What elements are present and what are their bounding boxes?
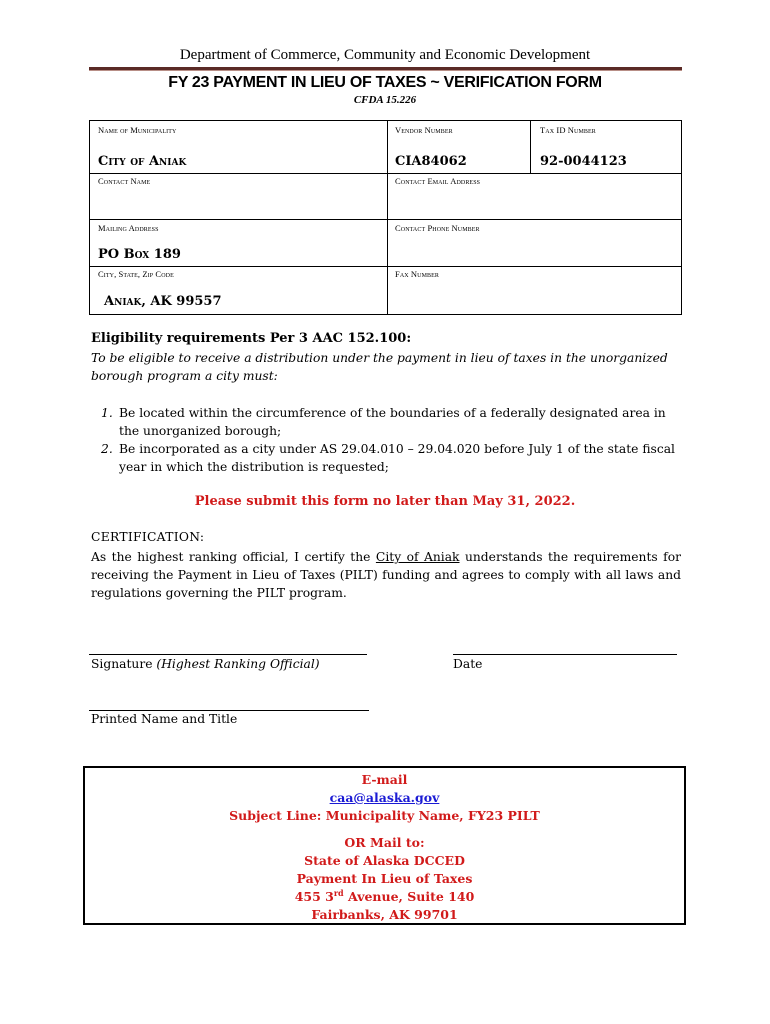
header-rule-light [89, 70, 682, 71]
city-state-zip-label: City, State, Zip Code [98, 269, 174, 279]
table-divider [530, 121, 531, 173]
date-label: Date [453, 657, 483, 671]
eligibility-list [91, 404, 681, 476]
list-item-number: 2. [101, 442, 113, 456]
city-state-zip-field[interactable]: Aniak, AK 99557 [104, 294, 222, 309]
certification-heading: CERTIFICATION: [91, 530, 205, 544]
vendor-label: Vendor Number [395, 125, 453, 135]
vendor-field[interactable]: CIA84062 [395, 154, 467, 169]
email-line [85, 789, 684, 807]
list-item [91, 404, 681, 440]
email-heading: E-mail [361, 772, 408, 787]
contact-email-label: Contact Email Address [395, 176, 481, 186]
eligibility-heading: Eligibility requirements Per 3 AAC 152.100: [91, 331, 412, 346]
mail-city: Fairbanks, AK 99701 [311, 907, 458, 922]
certification-city: City of Aniak [375, 550, 460, 564]
street-suffix: rd [333, 887, 344, 898]
list-item-text: Be located within the circumference of the boundaries of a federally designated area in the unorganized borough; [119, 406, 666, 438]
or-mail-heading: OR Mail to: [344, 835, 425, 850]
municipality-field[interactable]: City of Aniak [98, 154, 187, 169]
info-table [89, 120, 682, 315]
certification-text-end: understands the requirements for receiving the Payment in Lieu of Taxes (PILT) funding and agrees to comply with all laws and regulations governing the PILT program. [91, 550, 681, 600]
signature-label-text: Signature [91, 657, 157, 671]
list-item-text: Be incorporated as a city under AS 29.04.010 – 29.04.020 before July 1 of the state fiscal year in which the distribution is requested; [119, 442, 675, 474]
email-link[interactable]: caa@alaska.gov [329, 790, 440, 805]
form-title: FY 23 PAYMENT IN LIEU OF TAXES ~ VERIFICATION FORM [168, 74, 602, 91]
taxid-label: Tax ID Number [540, 125, 596, 135]
street-number: 455 3 [294, 889, 334, 904]
signature-label [91, 657, 320, 671]
submission-box [83, 766, 686, 925]
printed-name-label: Printed Name and Title [91, 712, 238, 726]
taxid-field[interactable]: 92-0044123 [540, 154, 627, 169]
street-rest: Avenue, Suite 140 [343, 889, 475, 904]
date-field[interactable] [453, 654, 677, 655]
certification-text-start: As the highest ranking official, I certify the [91, 550, 376, 564]
signature-field[interactable] [89, 654, 367, 655]
table-divider [387, 121, 388, 314]
fax-label: Fax Number [395, 269, 439, 279]
cfda-number: CFDA 15.226 [353, 94, 417, 106]
phone-label: Contact Phone Number [395, 223, 480, 233]
mailing-field[interactable]: PO Box 189 [98, 247, 181, 262]
signature-label-note: (Highest Ranking Official) [156, 657, 320, 671]
mail-org: State of Alaska DCCED [304, 853, 465, 868]
list-item [91, 440, 681, 476]
table-rule [90, 219, 681, 220]
mailing-label: Mailing Address [98, 223, 159, 233]
contact-name-label: Contact Name [98, 176, 151, 186]
list-item-number: 1. [101, 406, 113, 420]
mail-program: Payment In Lieu of Taxes [296, 871, 473, 886]
department-header: Department of Commerce, Community and Economic Development [179, 47, 591, 63]
municipality-label: Name of Municipality [98, 125, 177, 135]
certification-text [91, 548, 681, 602]
printed-name-field[interactable] [89, 710, 369, 711]
table-rule [90, 173, 681, 174]
table-rule [90, 266, 681, 267]
subject-line: Subject Line: Municipality Name, FY23 PILT [229, 808, 540, 823]
eligibility-intro: To be eligible to receive a distribution under the payment in lieu of taxes in the unorganized borough program a city must: [91, 351, 668, 383]
deadline-notice: Please submit this form no later than May 31, 2022. [194, 494, 576, 509]
mail-street [85, 888, 684, 906]
